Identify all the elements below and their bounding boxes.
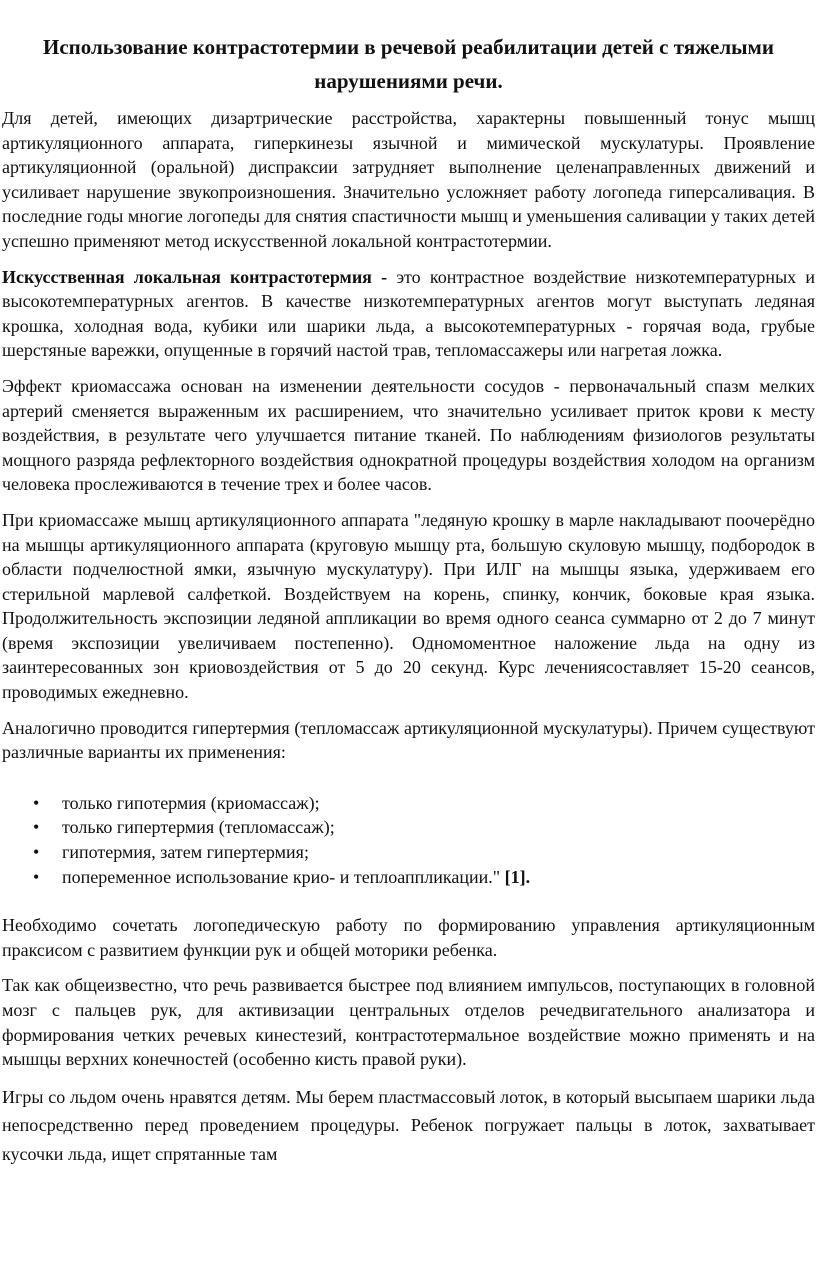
paragraph-definition <box>2 265 815 363</box>
reference-mark: [1]. <box>500 866 531 887</box>
paragraph-intro: Для детей, имеющих дизартрические расстройства, характерны повышенный тонус мышц артикуляционного аппарата, гиперкинезы язычной и мимической мускулатуры. Проявление артикуляционной (оральной) диспраксии затрудняет выполнение целенаправленных движений и усиливает нарушение звукопроизношения. Значительно усложняет работу логопеда гиперсаливация. В последние годы многие логопеды для снятия спастичности мышц и уменьшения саливации у таких детей успешно применяют метод искусственной локальной контрастотермии. <box>2 108 815 251</box>
list-item: • гипотермия, затем гипертермия; <box>2 840 815 865</box>
document-title: Использование контрастотермии в речевой реабилитации детей с тяжелыми нарушениями речи. <box>43 35 774 93</box>
definition-term: Искусственная локальная контрастотермия - <box>2 266 388 287</box>
paragraph-ice-games: Игры со льдом очень нравятся детям. Мы берем пластмассовый лоток, в который высыпаем шарики льда непосредственно перед проведением процедуры. Ребенок погружает пальцы в лоток, захватывает кусочки льда, ищет спрятанные там <box>2 1086 815 1164</box>
paragraph-combination: Необходимо сочетать логопедическую работу по формированию управления артикуляционным праксисом с развитием функции рук и общей моторики ребенка. <box>2 915 815 960</box>
list-item: • только гипертермия (тепломассаж); <box>2 815 815 840</box>
paragraph-hands: Так как общеизвестно, что речь развивается быстрее под влиянием импульсов, поступающих в головной мозг с пальцев рук, для активизации центральных отделов речедвигательного анализатора и формирования четких речевых кинестезий, контрастотермальное воздействие можно применять и на мышцы верхних конечностей (особенно кисть правой руки). <box>2 975 815 1070</box>
list-item: • только гипотермия (криомассаж); <box>2 791 815 816</box>
list-item: • попеременное использование крио- и теплоаппликации." [1]. <box>2 865 815 890</box>
variants-list <box>2 791 815 889</box>
paragraph-hyperthermia: Аналогично проводится гипертермия (тепломассаж артикуляционной мускулатуры). Причем существуют различные варианты их применения: <box>2 717 815 763</box>
definition-text: это контрастное воздействие низкотемпературных и высокотемпературных агентов. В качестве низкотемпературных агентов могут выступать ледяная крошка, холодная вода, кубики или шарики льда, а высокотемпературных - горячая вода, грубые шерстяные варежки, опущенные в горячий настой трав, тепломассажеры или нагретая ложка. <box>2 266 815 361</box>
paragraph-cryomassage-effect: Эффект криомассажа основан на изменении деятельности сосудов - первоначальный спазм мелких артерий сменяется выраженным их расширением, что значительно усиливает приток крови к месту воздействия, в результате чего улучшается питание тканей. По наблюдениям физиологов результаты мощного разряда рефлекторного воздействия однократной процедуры воздействия холодом на организм человека прослеживаются в течение трех и более часов. <box>2 375 815 495</box>
paragraph-cryomassage-method: При криомассаже мышц артикуляционного аппарата "ледяную крошку в марле накладывают поочерёдно на мышцы артикуляционного аппарата (круговую мышцу рта, большую скуловую мышцу, подбородок в области подчелюстной ямки, язычную мускулатуру). При ИЛГ на мышцы языка, удерживаем его стерильной марлевой салфеткой. Воздействуем на корень, спинку, кончик, боковые края языка. Продолжительность экспозиции ледяной аппликации во время одного сеанса суммарно от 2 до 7 минут (время экспозиции увеличиваем постепенно). Одномоментное наложение льда на одну из заинтересованных зон криовоздействия от 5 до 20 секунд. Курс лечениясоставляет 15-20 сеансов, проводимых ежедневно. <box>2 509 815 703</box>
